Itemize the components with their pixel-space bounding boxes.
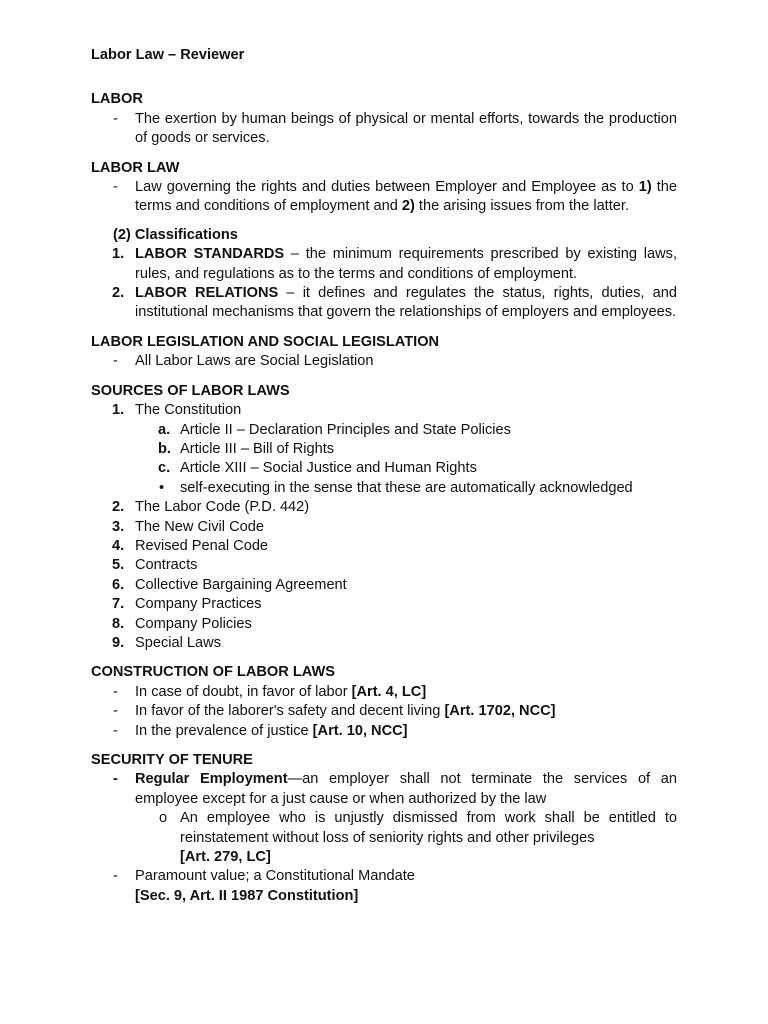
section-construction <box>91 663 677 741</box>
number-marker: 1. <box>112 402 125 419</box>
sub-list-item <box>91 421 677 440</box>
definition-part: Law governing the rights and duties between Employer and Employee as to <box>135 179 639 196</box>
circle-bullet-marker: o <box>159 810 168 827</box>
list-item <box>91 770 677 809</box>
sub-list-item <box>91 459 677 478</box>
number-marker: 1. <box>112 246 125 263</box>
item-text: self-executing in the sense that these are automatically acknowledged <box>180 479 633 496</box>
item-text: Article XIII – Social Justice and Human Rights <box>180 460 477 477</box>
citation: [Art. 4, LC] <box>351 683 427 700</box>
definition-text: The exertion by human beings of physical or mental efforts, towards the production of goods or services. <box>135 110 677 147</box>
item-text: The New Civil Code <box>135 518 264 535</box>
tenure-desc: —an employer shall not terminate the services of an employee except for a just cause or when authorized by the law <box>135 771 678 807</box>
section-heading: SOURCES OF LABOR LAWS <box>91 382 290 399</box>
item-part: In the prevalence of justice <box>135 722 313 739</box>
section-tenure <box>91 751 677 906</box>
item-text: Revised Penal Code <box>135 537 269 554</box>
list-item <box>91 595 677 614</box>
item-text <box>135 702 677 721</box>
list-item <box>91 576 677 595</box>
section-legislation <box>91 333 677 372</box>
definition-part: the arising issues from the latter. <box>414 198 630 215</box>
classification-desc: – the minimum requirements prescribed by existing laws, rules, and regulations as to the terms and conditions of employment. <box>135 246 677 282</box>
letter-marker: c. <box>158 460 171 477</box>
dash-marker: - <box>113 110 118 127</box>
dash-marker: - <box>113 703 118 720</box>
number-marker: 3. <box>112 518 125 535</box>
list-item <box>91 722 677 741</box>
list-item <box>91 518 677 537</box>
item-text: Special Laws <box>135 634 221 651</box>
section-labor <box>91 90 677 148</box>
item-text: Paramount value; a Constitutional Mandate <box>135 868 415 885</box>
item-text: The Labor Code (P.D. 442) <box>135 499 310 516</box>
item-text <box>135 722 677 741</box>
bullet-marker: • <box>159 479 165 496</box>
section-heading: SECURITY OF TENURE <box>91 752 253 768</box>
dash-marker: - <box>113 868 118 885</box>
classification-desc: – it defines and regulates the status, rights, duties, and institutional mechanisms that govern the relationships of employers and employees. <box>135 285 677 321</box>
number-marker: 6. <box>112 576 125 593</box>
classification-text <box>135 245 677 284</box>
sub-list-item <box>91 440 677 459</box>
list-item <box>91 284 677 323</box>
list-item <box>91 634 677 653</box>
list-item <box>91 702 677 721</box>
item-text: Article III – Bill of Rights <box>180 440 335 457</box>
list-item <box>91 401 677 420</box>
number-marker: 5. <box>112 557 125 574</box>
dash-marker: - <box>113 683 118 700</box>
citation: [Art. 279, LC] <box>180 849 271 866</box>
definition-text <box>135 178 677 217</box>
classification-term: LABOR STANDARDS <box>135 246 285 263</box>
section-heading: LABOR LAW <box>91 159 180 176</box>
citation: [Sec. 9, Art. II 1987 Constitution] <box>135 887 359 904</box>
dash-marker: - <box>113 353 118 370</box>
section-heading: LABOR <box>91 91 143 108</box>
section-heading: CONSTRUCTION OF LABOR LAWS <box>91 664 336 681</box>
list-item <box>91 556 677 575</box>
list-item <box>91 352 677 371</box>
list-item <box>91 110 677 149</box>
list-item <box>91 867 677 886</box>
item-text: Article II – Declaration Principles and State Policies <box>180 421 511 438</box>
list-item <box>91 245 677 284</box>
enum-marker: 2) <box>401 198 415 215</box>
list-item <box>91 683 677 702</box>
classification-text <box>135 284 677 323</box>
item-part: In case of doubt, in favor of labor <box>135 683 352 700</box>
item-text: All Labor Laws are Social Legislation <box>135 353 374 370</box>
dash-marker: - <box>113 179 118 196</box>
sub-list-item <box>91 479 677 498</box>
list-item <box>91 178 677 217</box>
number-marker: 2. <box>112 285 125 302</box>
item-text: Company Practices <box>135 596 262 613</box>
classification-term: LABOR RELATIONS <box>135 285 279 302</box>
letter-marker: a. <box>158 421 171 438</box>
letter-marker: b. <box>158 440 171 457</box>
list-item <box>91 615 677 634</box>
item-text: The Constitution <box>135 402 242 419</box>
item-text: Company Policies <box>135 615 252 632</box>
classifications-label: (2) Classifications <box>113 226 238 243</box>
list-item <box>91 498 677 517</box>
item-text: An employee who is unjustly dismissed from work shall be entitled to reinstatement without loss of seniority rights and other privileges <box>180 810 677 846</box>
list-item <box>91 537 677 556</box>
enum-marker: 1) <box>638 179 652 196</box>
section-sources <box>91 382 677 654</box>
number-marker: 4. <box>112 537 125 554</box>
item-text <box>135 770 677 809</box>
number-marker: 9. <box>112 634 125 651</box>
number-marker: 8. <box>112 615 125 632</box>
dash-marker: - <box>113 771 118 788</box>
definition-part: the terms and conditions of employment and <box>135 179 678 215</box>
item-text <box>135 683 677 702</box>
number-marker: 7. <box>112 596 125 613</box>
sub-list-item <box>91 809 677 848</box>
section-heading: LABOR LEGISLATION AND SOCIAL LEGISLATION <box>91 333 440 350</box>
dash-marker: - <box>113 722 118 739</box>
item-text: Collective Bargaining Agreement <box>135 576 347 593</box>
item-part: In favor of the laborer's safety and decent living <box>135 703 445 720</box>
item-text: Contracts <box>135 557 198 574</box>
citation: [Art. 1702, NCC] <box>444 703 556 720</box>
tenure-term: Regular Employment <box>135 771 288 788</box>
document-title: Labor Law – Reviewer <box>91 47 245 63</box>
citation: [Art. 10, NCC] <box>312 722 408 739</box>
section-labor-law <box>91 159 677 323</box>
number-marker: 2. <box>112 499 125 516</box>
